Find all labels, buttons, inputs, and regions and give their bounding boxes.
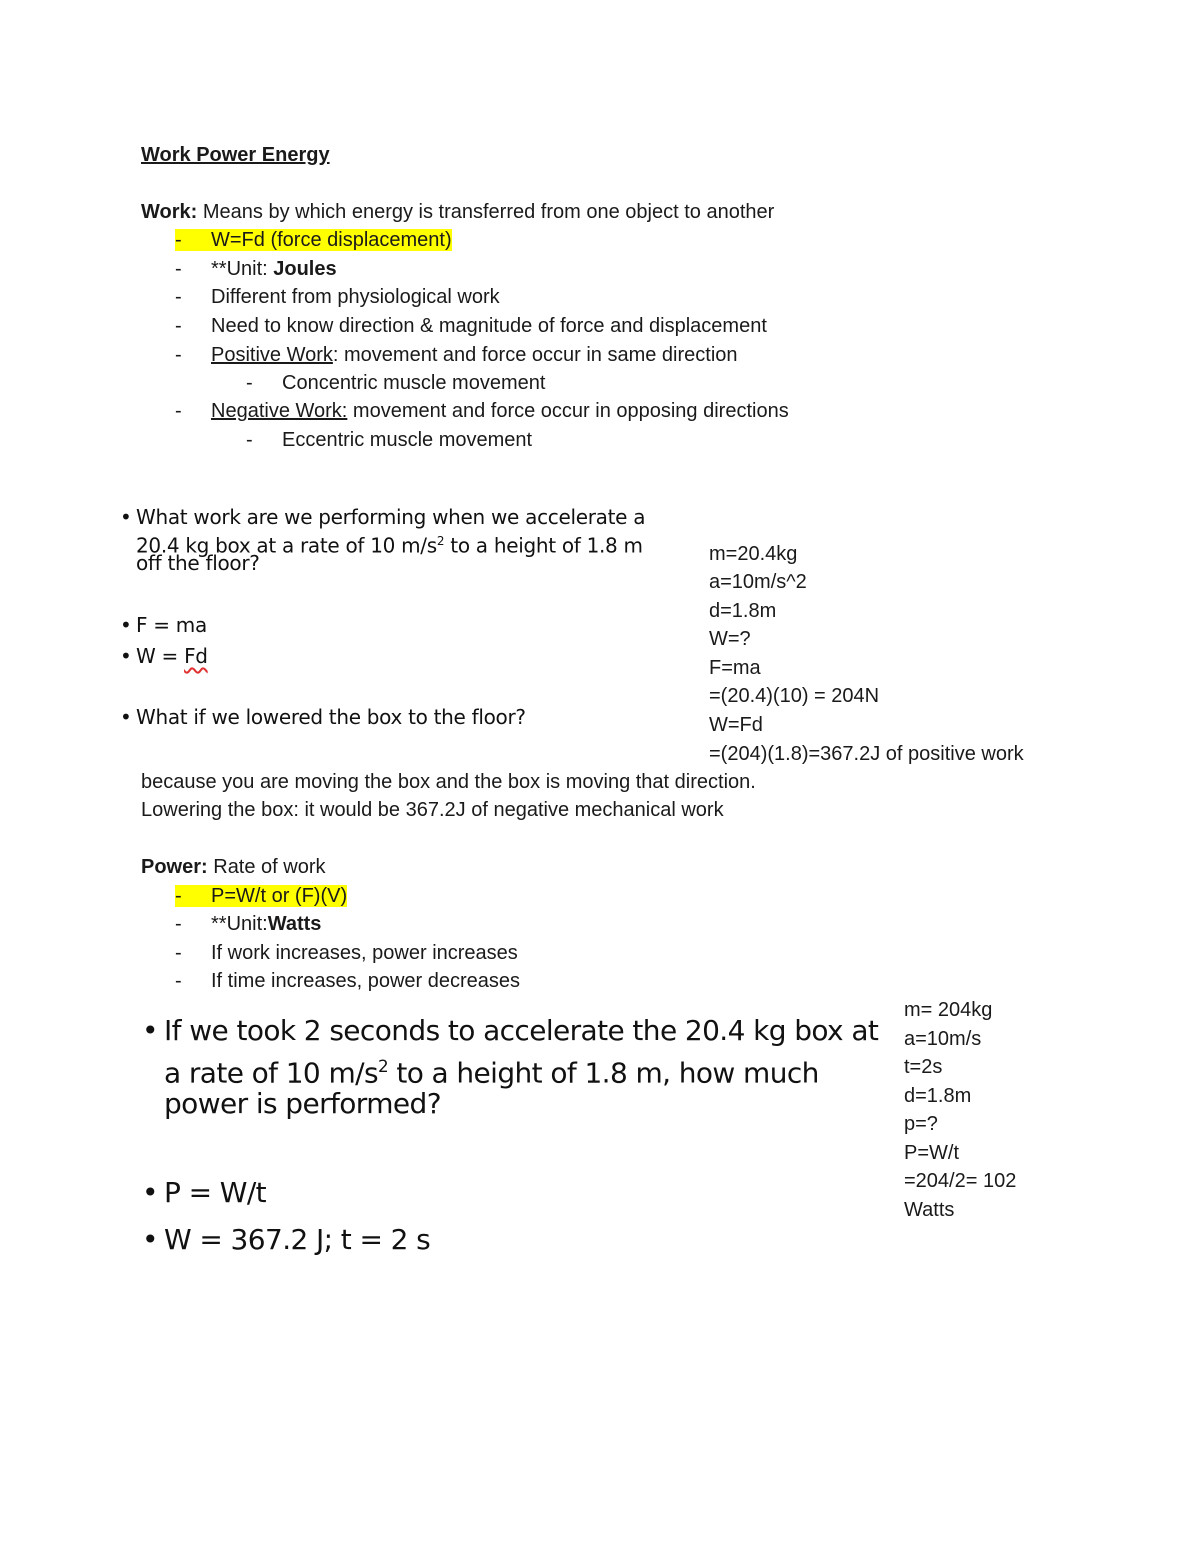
power-item-time [175, 967, 520, 995]
power-item-formula [175, 882, 347, 910]
calc1-line: a=10m/s^2 [709, 571, 807, 593]
slide2-q2-sup: 2 [377, 1056, 389, 1076]
calc2-line: m= 204kg [904, 999, 993, 1021]
slide1-question-line3: off the floor? [136, 551, 260, 575]
slide2-q2-post: to a height of 1.8 m, how much [388, 1056, 819, 1090]
slide1-w-pre: W = [136, 644, 185, 668]
calc2-line: t=2s [904, 1056, 943, 1078]
slide1-bullet: • [120, 613, 132, 637]
calc1-line: W=? [709, 628, 751, 650]
slide2-question-line1: If we took 2 seconds to accelerate the 20.4 kg box at [164, 1014, 879, 1047]
list-dash: - [246, 429, 253, 451]
slide1-question2: What if we lowered the box to the floor? [136, 705, 526, 729]
power-definition-text: Rate of work [207, 856, 326, 878]
work-item-unit [175, 255, 337, 283]
work-subitem-concentric [246, 369, 545, 397]
list-dash: - [175, 315, 182, 337]
list-item-bold: Joules [273, 258, 337, 280]
calc2-line: Watts [904, 1199, 955, 1221]
slide2-p-equation: P = W/t [164, 1176, 267, 1209]
list-item-text: Different from physiological work [211, 286, 500, 308]
list-item-bold: Watts [267, 913, 322, 935]
work-item-physiological [175, 283, 500, 311]
calc2-line: a=10m/s [904, 1028, 982, 1050]
list-item-text: Eccentric muscle movement [282, 429, 533, 451]
calc1-line: =(204)(1.8)=367.2J of positive work [709, 743, 1024, 765]
list-item-text: If time increases, power decreases [211, 970, 521, 992]
calc1-line: d=1.8m [709, 600, 777, 622]
explanation-line: Lowering the box: it would be 367.2J of negative mechanical work [141, 799, 724, 821]
work-item-positive [175, 341, 738, 369]
work-item-negative [175, 397, 789, 425]
power-item-unit [175, 910, 321, 938]
slide2-bullet: • [142, 1014, 158, 1047]
calc2-line: d=1.8m [904, 1085, 972, 1107]
slide1-bullet: • [120, 705, 132, 729]
power-definition [141, 853, 326, 881]
page-title: Work Power Energy [141, 144, 330, 166]
list-dash: - [175, 344, 182, 366]
calc2-line: p=? [904, 1113, 938, 1135]
work-definition [141, 198, 774, 226]
slide2-question-line3: power is performed? [164, 1087, 441, 1120]
list-item-text: **Unit: [211, 913, 268, 935]
work-label: Work: [141, 201, 198, 223]
list-dash: - [175, 970, 182, 992]
calc2-line: =204/2= 102 [904, 1170, 1017, 1192]
work-item-direction [175, 312, 767, 340]
list-item-text: Need to know direction & magnitude of force and displacement [211, 315, 767, 337]
work-subitem-eccentric [246, 426, 532, 454]
slide1-w-fd: Fd [184, 644, 208, 668]
calc2-line: P=W/t [904, 1142, 960, 1164]
slide1-w-equation [136, 644, 208, 668]
list-item-text: Concentric muscle movement [282, 372, 546, 394]
list-item-underline: Negative Work: [211, 400, 348, 422]
list-dash: - [175, 229, 182, 251]
slide1-bullet: • [120, 644, 132, 668]
list-item-text: movement and force occur in opposing directions [347, 400, 789, 422]
calc1-line: F=ma [709, 657, 761, 679]
list-dash: - [175, 258, 182, 280]
work-item-formula [175, 226, 452, 254]
slide1-question-line1: What work are we performing when we accelerate a [136, 505, 646, 529]
list-dash: - [175, 400, 182, 422]
explanation-line: because you are moving the box and the box is moving that direction. [141, 771, 756, 793]
slide2-bullet: • [142, 1223, 158, 1256]
calc1-line: m=20.4kg [709, 543, 798, 565]
slide1-bullet: • [120, 505, 132, 529]
list-item-text: **Unit: [211, 258, 274, 280]
list-dash: - [175, 286, 182, 308]
list-dash: - [175, 885, 182, 907]
list-item-text: P=W/t or (F)(V) [211, 885, 348, 907]
slide2-bullet: • [142, 1176, 158, 1209]
power-label: Power: [141, 856, 208, 878]
list-dash: - [175, 913, 182, 935]
list-dash: - [175, 942, 182, 964]
slide2-w-equation: W = 367.2 J; t = 2 s [164, 1223, 431, 1256]
slide1-f-equation: F = ma [136, 613, 207, 637]
work-definition-text: Means by which energy is transferred from one object to another [197, 201, 775, 223]
slide1-q2-sup: 2 [436, 534, 445, 548]
list-dash: - [246, 372, 253, 394]
list-item-underline: Positive Work [211, 344, 333, 366]
slide2-q2-pre: a rate of 10 m/s [164, 1056, 378, 1090]
list-item-text: : movement and force occur in same direction [332, 344, 738, 366]
power-item-work [175, 939, 518, 967]
calc1-line: W=Fd [709, 714, 763, 736]
calc1-line: =(20.4)(10) = 204N [709, 685, 880, 707]
list-item-text: If work increases, power increases [211, 942, 518, 964]
list-item-text: W=Fd (force displacement) [211, 229, 452, 251]
slide1-q2-post: to a height of 1.8 m [444, 533, 643, 558]
slide1-q2-pre: 20.4 kg box at a rate of 10 m/s [136, 533, 437, 558]
